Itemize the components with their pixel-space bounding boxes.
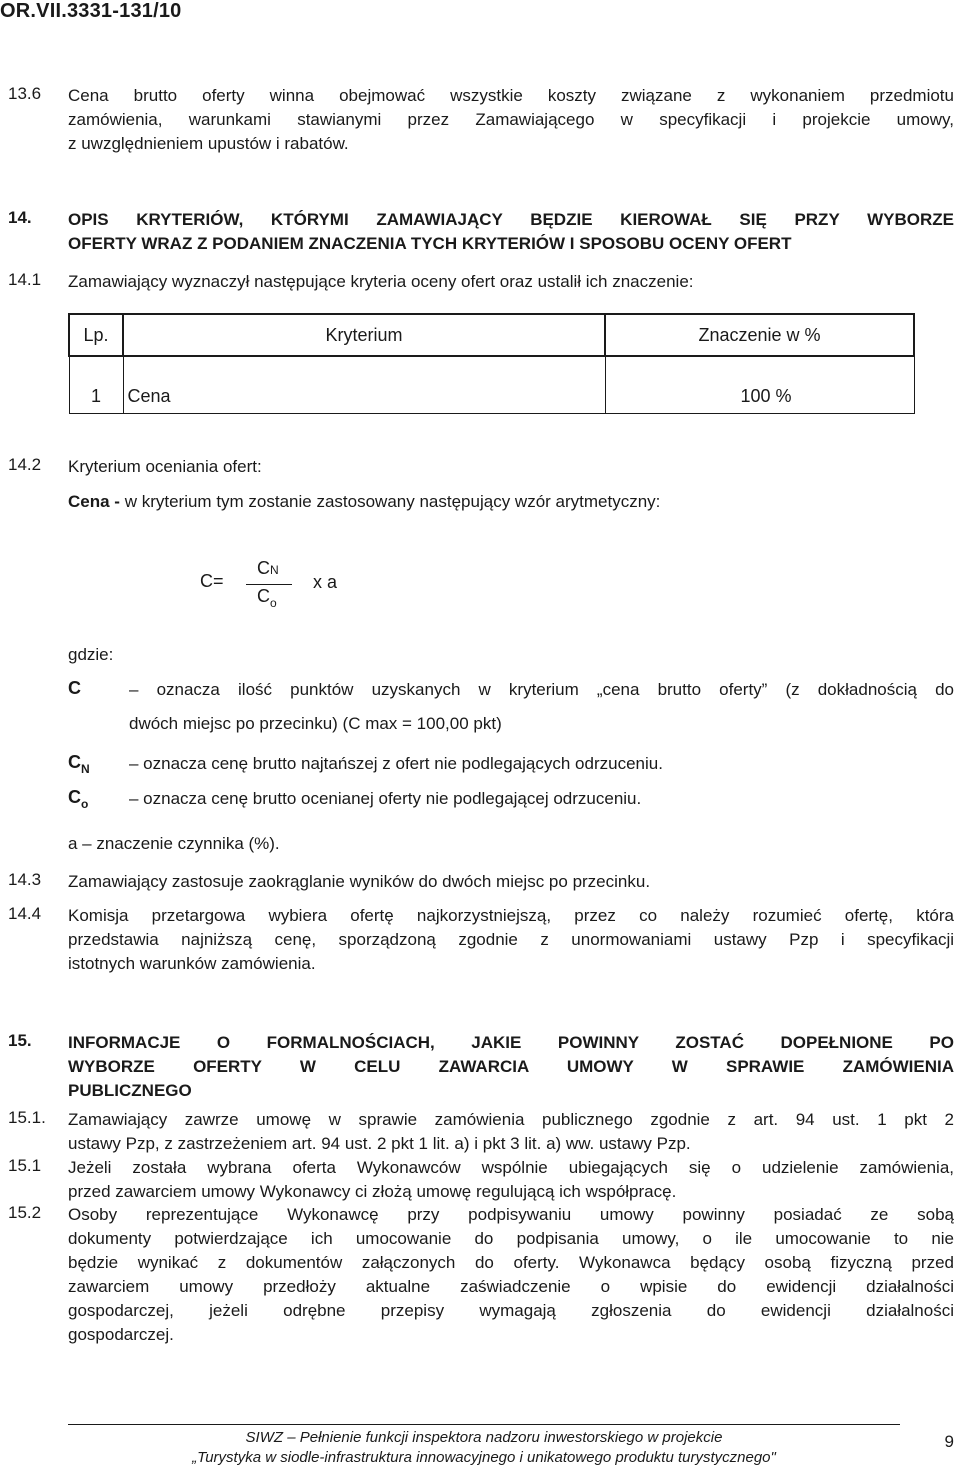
section-15-1b-text — [68, 1156, 954, 1204]
heading-line: OFERTY WRAZ Z PODANIEM ZNACZENIA TYCH KRYTERIÓW I SPOSOBU OCENY OFERT — [68, 234, 792, 253]
heading-line: OPIS KRYTERIÓW, KTÓRYMI ZAMAWIAJĄCY BĘDZIE KIEROWAŁ SIĘ PRZY WYBORZE — [68, 210, 954, 229]
header-kryterium: Kryterium — [123, 314, 605, 356]
cena-label: Cena - — [68, 492, 120, 511]
denominator-base: C — [257, 586, 270, 606]
text-line: Cena brutto oferty winna obejmować wszystkie koszty związane z wykonaniem przedmiotu — [68, 86, 954, 105]
section-14-1-text: Zamawiający wyznaczył następujące kryteria oceny ofert oraz ustalił ich znaczenie: — [68, 272, 694, 291]
section-number-14: 14. — [8, 208, 32, 227]
formula-rhs: x a — [313, 572, 338, 592]
heading-line: PUBLICZNEGO — [68, 1081, 192, 1100]
section-number-14-3: 14.3 — [8, 870, 42, 889]
header-lp: Lp. — [69, 314, 123, 356]
cell-weight: 100 % — [605, 356, 914, 414]
formula-denominator — [257, 586, 277, 610]
criteria-table — [68, 313, 915, 414]
symbol-co — [68, 787, 89, 811]
symbol-sub: N — [81, 762, 90, 776]
text-line: Zamawiający zawrze umowę w sprawie zamówienia publicznego zgodnie z art. 94 ust. 1 pkt 2 — [68, 1110, 954, 1129]
symbol-c — [68, 678, 81, 699]
footer-rule — [68, 1424, 900, 1425]
section-14-3-text: Zamawiający zastosuje zaokrąglanie wyników do dwóch miejsc po przecinku. — [68, 872, 651, 891]
text-line: zamówienia, warunkami stawianymi przez Zamawiającego w specyfikacji i projekcie umowy, — [68, 110, 954, 129]
table-header-row — [69, 314, 914, 356]
heading-line: INFORMACJE O FORMALNOŚCIACH, JAKIE POWINNY ZOSTAĆ DOPEŁNIONE PO — [68, 1033, 954, 1052]
symbol-base: C — [68, 678, 81, 698]
definition-cn: – oznacza cenę brutto najtańszej z ofert nie podlegających odrzuceniu. — [129, 754, 663, 773]
section-14-2-text: Kryterium oceniania ofert: — [68, 457, 262, 476]
table-row — [69, 356, 914, 414]
definition-a: a – znaczenie czynnika (%). — [68, 834, 280, 853]
text-line: gospodarczej, jeżeli odrębne przepisy wymagają zgłoszenia do ewidencji działalności — [68, 1301, 954, 1320]
section-15-1a-text — [68, 1108, 954, 1156]
definitions-intro: gdzie: — [68, 645, 114, 664]
cell-lp: 1 — [69, 356, 123, 414]
section-number-15-1a: 15.1. — [8, 1108, 46, 1127]
definition-co: – oznacza cenę brutto ocenianej oferty nie podlegającej odrzuceniu. — [129, 789, 642, 808]
fraction-bar — [246, 584, 292, 585]
section-number-15-2: 15.2 — [8, 1203, 42, 1222]
header-znaczenie: Znaczenie w % — [605, 314, 914, 356]
definition-line: dwóch miejsc po przecinku) (C max = 100,00 pkt) — [129, 714, 502, 733]
section-14-heading — [68, 208, 954, 256]
text-line: Osoby reprezentujące Wykonawcę przy podpisywaniu umowy powinny posiadać ze sobą — [68, 1205, 954, 1224]
symbol-base: C — [68, 752, 81, 772]
text-line: istotnych warunków zamówienia. — [68, 954, 316, 973]
section-13-6-text — [68, 84, 954, 156]
text-line: Komisja przetargowa wybiera ofertę najkorzystniejszą, przez co należy rozumieć ofertę, która — [68, 906, 954, 925]
text-line: ustawy Pzp, z zastrzeżeniem art. 94 ust. 2 pkt 1 lit. a) i pkt 3 lit. a) ww. ustawy Pzp. — [68, 1134, 691, 1153]
definition-c — [129, 678, 954, 736]
numerator-base: C — [257, 558, 270, 578]
formula-numerator — [257, 558, 279, 579]
section-number-15-1b: 15.1 — [8, 1156, 42, 1175]
symbol-cn — [68, 752, 90, 776]
heading-line: WYBORZE OFERTY W CELU ZAWARCIA UMOWY W SPRAWIE ZAMÓWIENIA — [68, 1057, 954, 1076]
section-number-14-1: 14.1 — [8, 270, 42, 289]
symbol-base: C — [68, 787, 81, 807]
numerator-sub: N — [270, 563, 279, 577]
cell-name: Cena — [123, 356, 605, 414]
page-number: 9 — [944, 1432, 954, 1451]
document-reference: OR.VII.3331-131/10 — [0, 0, 182, 22]
cena-formula-intro — [68, 490, 954, 514]
text-line: z uwzględnieniem upustów i rabatów. — [68, 134, 349, 153]
section-number-15: 15. — [8, 1031, 32, 1050]
section-15-heading — [68, 1031, 954, 1103]
text-line: przed zawarciem umowy Wykonawcy ci złożą umowę regulującą ich współpracę. — [68, 1182, 677, 1201]
footer-line-1: SIWZ – Pełnienie funkcji inspektora nadzoru inwestorskiego w projekcie — [245, 1429, 723, 1446]
text-line: zawarciem umowy przedłoży aktualne zaświadczenie o wpisie do ewidencji działalności — [68, 1277, 954, 1296]
denominator-sub: o — [270, 596, 277, 610]
definition-line: – oznacza ilość punktów uzyskanych w kryterium „cena brutto oferty” (z dokładnością do — [129, 680, 954, 699]
footer-line-2: „Turystyka w siodle-infrastruktura innowacyjnego i unikatowego produktu turystycznego" — [192, 1449, 776, 1466]
text-line: gospodarczej. — [68, 1325, 174, 1344]
section-number-13-6: 13.6 — [8, 84, 42, 103]
symbol-sub: o — [81, 797, 89, 811]
text-line: przedstawia najniższą cenę, sporządzoną zgodnie z unormowaniami ustawy Pzp i specyfikacji — [68, 930, 954, 949]
section-14-4-text — [68, 904, 954, 976]
text-line: dokumenty potwierdzające ich umocowanie do podpisania umowy, o ile umocowanie to nie — [68, 1229, 954, 1248]
section-15-2-text — [68, 1203, 954, 1347]
text-line: Jeżeli została wybrana oferta Wykonawców wspólnie ubiegających się o udzielenie zamówienia, — [68, 1158, 954, 1177]
section-number-14-4: 14.4 — [8, 904, 42, 923]
formula-lhs: C= — [200, 571, 224, 591]
cena-description: w kryterium tym zostanie zastosowany następujący wzór arytmetyczny: — [124, 492, 661, 511]
text-line: będzie wynikać z dokumentów załączonych do oferty. Wykonawca będący osobą fizyczną przed — [68, 1253, 954, 1272]
section-number-14-2: 14.2 — [8, 455, 42, 474]
